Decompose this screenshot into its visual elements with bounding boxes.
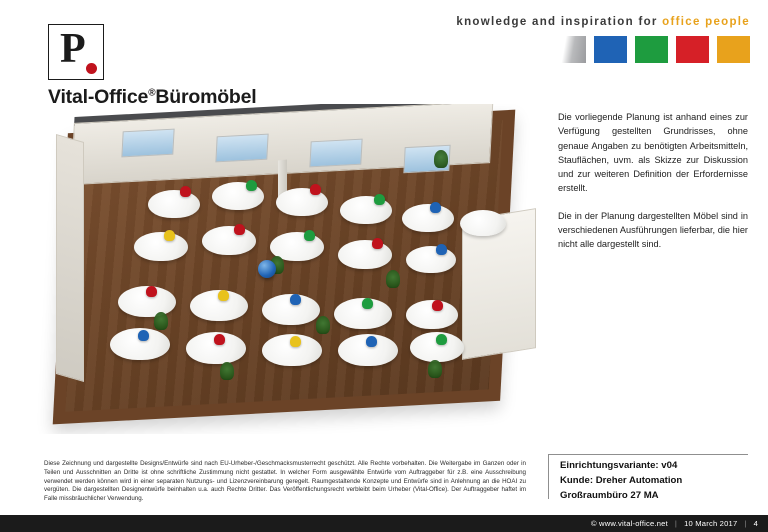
- page-footer: [0, 515, 768, 532]
- project-info-block: [560, 459, 682, 504]
- logo-brand-third: Büromöbel: [155, 86, 257, 108]
- task-chair: [372, 238, 383, 249]
- customer-line: Kunde: Dreher Automation: [560, 474, 683, 486]
- task-chair: [310, 184, 321, 195]
- task-chair: [366, 336, 377, 347]
- plant: [220, 362, 234, 380]
- task-chair: [290, 294, 301, 305]
- footer-page-number: 4: [753, 519, 758, 528]
- variant-top-rule: [548, 454, 748, 455]
- task-chair: [246, 180, 257, 191]
- task-chair: [430, 202, 441, 213]
- description-paragraph-2: Die in der Planung dargestellten Möbel sind in verschiedenen Ausführungen lieferbar, die hier nicht alle dargestellt sind.: [558, 210, 748, 249]
- window: [215, 134, 268, 163]
- left-wall: [56, 134, 84, 382]
- office-3d-render: [30, 104, 540, 434]
- task-chair: [234, 224, 245, 235]
- variant-left-rule: [548, 455, 549, 499]
- footer-separator-2: |: [744, 519, 747, 528]
- workstation-desk: [460, 210, 506, 236]
- workstation-desk: [338, 240, 392, 269]
- description-column: [558, 110, 748, 264]
- tagline-prefix: knowledge and inspiration for: [456, 16, 663, 28]
- plant: [428, 360, 442, 378]
- task-chair: [180, 186, 191, 197]
- task-chair: [304, 230, 315, 241]
- color-swatch-row: [553, 36, 750, 63]
- swatch-blue: [594, 36, 627, 63]
- task-chair: [432, 300, 443, 311]
- workstation-desk: [134, 232, 188, 261]
- logo-dot-icon: [86, 63, 97, 74]
- window: [121, 129, 174, 158]
- task-chair: [164, 230, 175, 241]
- logo-brand-second: Office: [94, 86, 149, 108]
- logo-letter: P: [60, 26, 86, 72]
- footer-date: 10 March 2017: [684, 519, 738, 528]
- task-chair: [436, 334, 447, 345]
- description-paragraph-1: Die vorliegende Planung ist anhand eines zur Verfügung gestellten Grundrisses, ohne genaue Angaben zu benötigten Arbeitsmitteln, Stauflächen, uvm. als Skizze zur Diskussion und zur weiteren Definition der Erfordernisse erstellt.: [558, 112, 748, 194]
- footer-separator-1: |: [674, 519, 678, 528]
- footer-copyright: © www.vital-office.net: [590, 519, 668, 528]
- header-tagline: [456, 16, 750, 28]
- task-chair: [374, 194, 385, 205]
- variant-line: Einrichtungsvariante: v04: [560, 460, 678, 471]
- exercise-ball: [258, 260, 276, 278]
- task-chair: [146, 286, 157, 297]
- workstation-desk: [406, 246, 456, 273]
- plant: [386, 270, 400, 288]
- task-chair: [214, 334, 225, 345]
- window: [309, 139, 362, 168]
- logo-brand-first: Vital-: [48, 86, 95, 108]
- plant: [434, 150, 448, 168]
- brand-logo: [48, 24, 257, 109]
- logo-registered-mark: ®: [148, 87, 156, 99]
- logo-mark-icon: [48, 24, 104, 80]
- task-chair: [362, 298, 373, 309]
- plant: [154, 312, 168, 330]
- task-chair: [290, 336, 301, 347]
- room-line: Großraumbüro 27 MA: [560, 489, 659, 501]
- plant: [316, 316, 330, 334]
- swatch-red: [676, 36, 709, 63]
- tagline-accent: office people: [662, 16, 750, 28]
- workstation-desk: [202, 226, 256, 255]
- swatch-green: [635, 36, 668, 63]
- legal-disclaimer: Diese Zeichnung und dargestellte Designs/Entwürfe sind nach EU-Urheber-/Geschmacksmusterrecht geschützt. Alle Rechte vorbehalten. Die Weitergabe im Ganzen oder in Teilen und Ausschnitten an Dritte ist ohne schriftliche Zustimmung nicht gestattet. In welcher Form ausgewählte Entwürfe vom Auftraggeber für z.B. eine Ausschreibung verwendet werden können wird in einer separaten Nutzungs- und Lizenzvereinbarung geregelt. Raumgestaltende Konzepte und Entwürfe sind in Anlehnung an die HOAI zu vergüten. Die dargestellten Designentwürfe beinhalten u.a. auch Rechte Dritter. Das Veröffentlichungsrecht verbleibt beim Urheber (Vital-Office). Der Auftraggeber haftet im Falle missbräuchlicher Verwendung.: [44, 460, 526, 503]
- swatch-gradient-gray: [553, 36, 586, 63]
- workstation-desk: [148, 190, 200, 218]
- swatch-yellow: [717, 36, 750, 63]
- task-chair: [436, 244, 447, 255]
- task-chair: [218, 290, 229, 301]
- task-chair: [138, 330, 149, 341]
- workstation-desk: [402, 204, 454, 232]
